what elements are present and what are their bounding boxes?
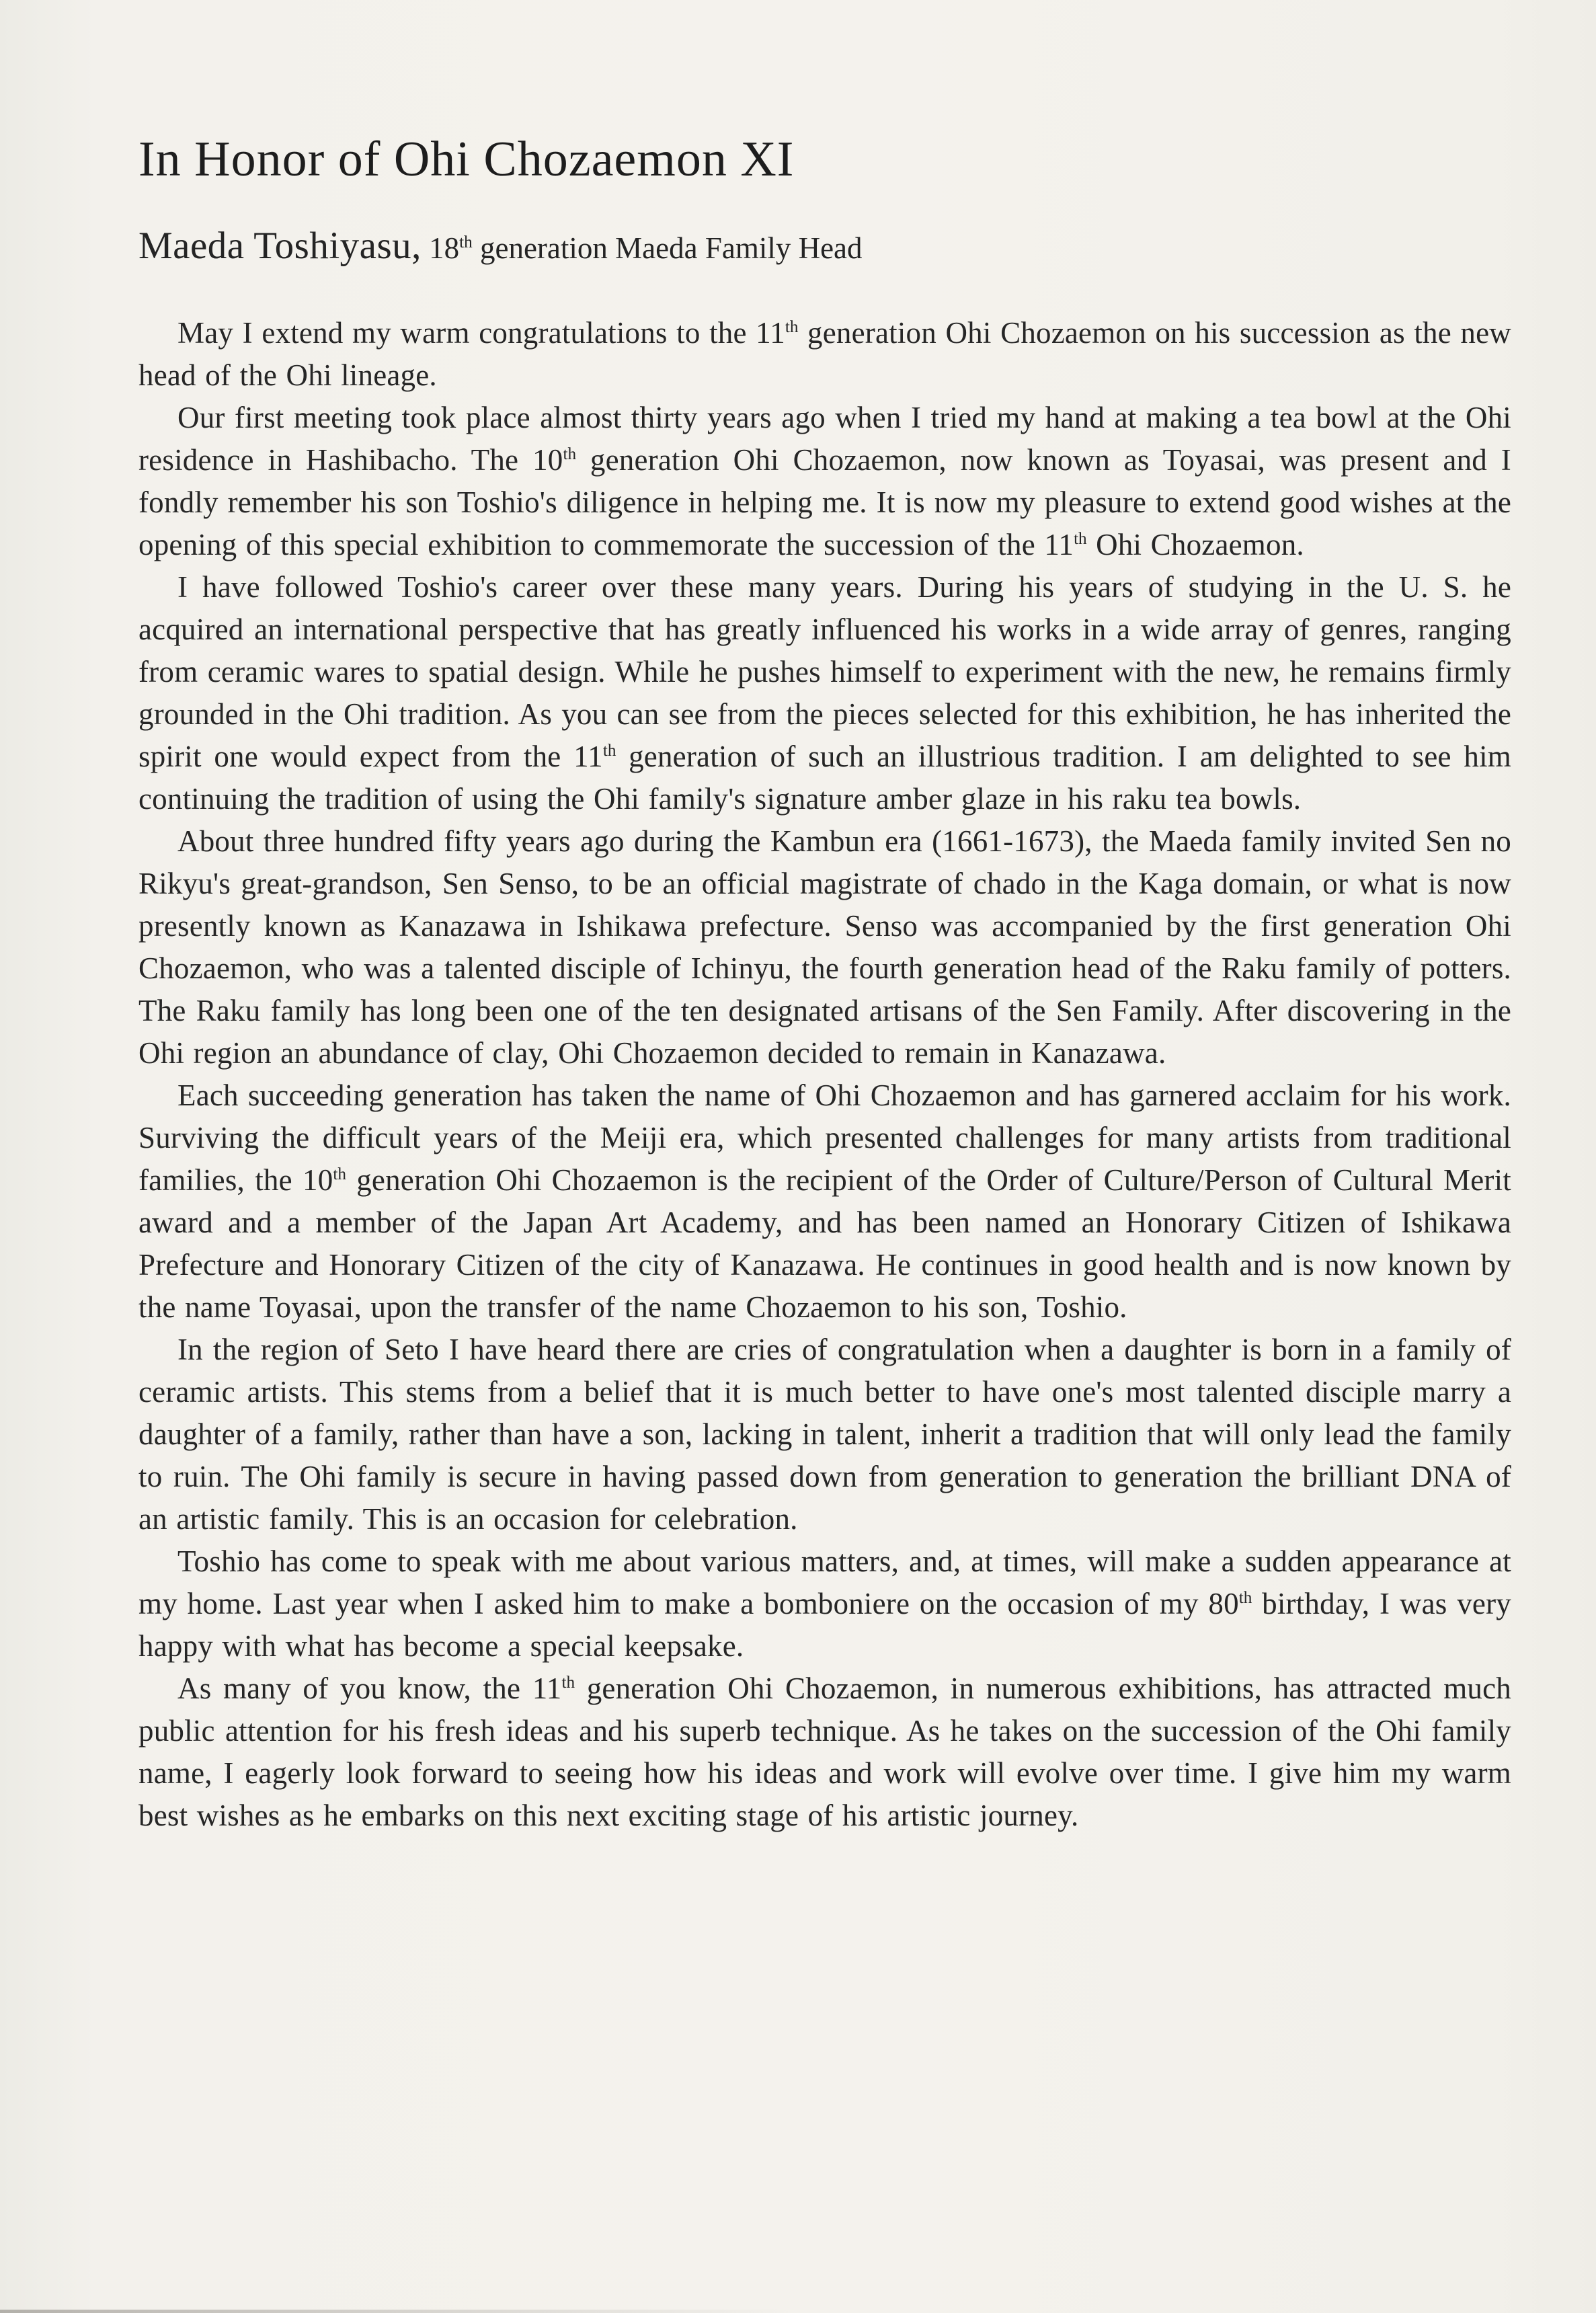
paragraph <box>138 566 1511 820</box>
text-run: birthday, I was very happy with what has become a special keepsake. <box>138 1586 1511 1663</box>
article-body <box>138 312 1511 1837</box>
ordinal-superscript: th <box>602 741 616 760</box>
author-role <box>422 231 863 265</box>
text-run: Toshio has come to speak with me about various matters, and, at times, will make a sudden appearance at my home. Last year when I asked him to make a bomboniere on the occasion of my 80 <box>138 1544 1511 1620</box>
ordinal-superscript: th <box>333 1165 347 1183</box>
byline <box>138 224 1511 268</box>
ordinal-superscript: th <box>785 317 799 336</box>
text-run: May I extend my warm congratulations to the 11 <box>177 315 785 350</box>
ordinal-superscript: th <box>1074 529 1087 548</box>
text-run: Ohi Chozaemon. <box>1086 527 1304 561</box>
paragraph <box>138 1540 1511 1668</box>
text-run: generation Ohi Chozaemon on his succession as the new head of the Ohi lineage. <box>138 315 1511 392</box>
paragraph <box>138 312 1511 397</box>
text-run: About three hundred fifty years ago during the Kambun era (1661-1673), the Maeda family invited Sen no Rikyu's great-grandson, Sen Senso, to be an official magistrate of chado in the Kaga domain, or what is now presently known as Kanazawa in Ishikawa prefecture. Senso was accompanied by the first generation Ohi Chozaemon, who was a talented disciple of Ichinyu, the fourth generation head of the Raku family of potters. The Raku family has long been one of the ten designated artisans of the Sen Family. After discovering in the Ohi region an abundance of clay, Ohi Chozaemon decided to remain in Kanazawa. <box>138 824 1511 1070</box>
text-run: generation Ohi Chozaemon, now known as Toyasai, was present and I fondly remember his son Toshio's diligence in helping me. It is now my pleasure to extend good wishes at the opening of this special exhibition to commemorate the succession of the 11 <box>138 442 1511 561</box>
scan-artifact-line <box>0 2310 793 2313</box>
text-run: I have followed Toshio's career over these many years. During his years of studying in the U. S. he acquired an international perspective that has greatly influenced his works in a wide array of genres, ranging from ceramic wares to spatial design. While he pushes himself to experiment with the new, he remains firmly grounded in the Ohi tradition. As you can see from the pieces selected for this exhibition, he has inherited the spirit one would expect from the 11 <box>138 570 1511 773</box>
ordinal-superscript: th <box>563 444 577 463</box>
author-name: Maeda Toshiyasu, <box>138 224 422 267</box>
text-run: Our first meeting took place almost thirty years ago when I tried my hand at making a tea bowl at the Ohi residence in Hashibacho. The 10 <box>138 400 1511 477</box>
ordinal-superscript: th <box>459 233 473 251</box>
paragraph <box>138 1074 1511 1329</box>
text-run: Each succeeding generation has taken the name of Ohi Chozaemon and has garnered acclaim for his work. Surviving the difficult years of the Meiji era, which presented challenges for many artists from traditional families, the 10 <box>138 1078 1511 1197</box>
paragraph <box>138 820 1511 1074</box>
page-title: In Honor of Ohi Chozaemon XI <box>138 132 795 187</box>
text-run: 18 <box>421 231 460 265</box>
paragraph <box>138 397 1511 566</box>
text-run: In the region of Seto I have heard there are cries of congratulation when a daughter is born in a family of ceramic artists. This stems from a belief that it is much better to have one's most talented disciple marry a daughter of a family, rather than have a son, lacking in talent, inherit a tradition that will only lead the family to ruin. The Ohi family is secure in having passed down from generation to generation the brilliant DNA of an artistic family. This is an occasion for celebration. <box>138 1332 1511 1536</box>
ordinal-superscript: th <box>1238 1588 1252 1607</box>
text-run: As many of you know, the 11 <box>177 1671 562 1705</box>
text-run: generation of such an illustrious tradition. I am delighted to see him continuing the tradition of using the Ohi family's signature amber glaze in his raku tea bowls. <box>138 739 1511 816</box>
paragraph <box>138 1329 1511 1540</box>
text-run: generation Ohi Chozaemon, in numerous exhibitions, has attracted much public attention for his fresh ideas and his superb technique. As he takes on the succession of the Ohi family name, I eagerly look forward to seeing how his ideas and work will evolve over time. I give him my warm best wishes as he embarks on this next exciting stage of his artistic journey. <box>138 1671 1511 1832</box>
text-run: generation Ohi Chozaemon is the recipient of the Order of Culture/Person of Cultural Merit award and a member of the Japan Art Academy, and has been named an Honorary Citizen of Ishikawa Prefecture and Honorary Citizen of the city of Kanazawa. He continues in good health and is now known by the name Toyasai, upon the transfer of the name Chozaemon to his son, Toshio. <box>138 1163 1511 1324</box>
ordinal-superscript: th <box>561 1673 575 1692</box>
text-run: generation Maeda Family Head <box>472 231 863 265</box>
paragraph <box>138 1668 1511 1837</box>
